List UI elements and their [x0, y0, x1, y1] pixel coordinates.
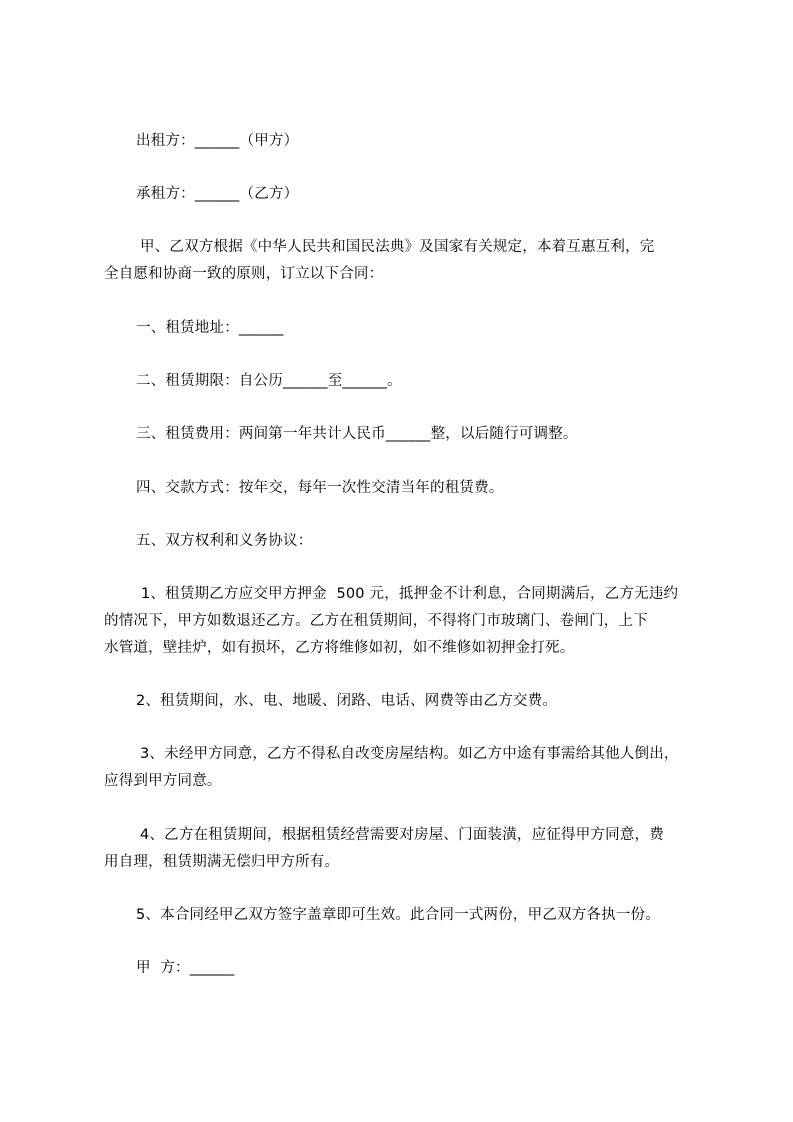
intro-line-1: 甲、乙双方根据《中华人民共和国民法典》及国家有关规定，本着互惠互利，完: [140, 239, 655, 255]
clause-2: 二、租赁期限：自公历______至______。: [136, 373, 402, 389]
item-3-line-2: 应得到甲方同意。: [104, 773, 222, 789]
clause-5: 五、双方权利和义务协议：: [136, 533, 313, 549]
clause-3: 三、租赁费用：两间第一年共计人民币______整，以后随行可调整。: [136, 426, 578, 442]
clause-1: 一、租赁地址：______: [136, 320, 284, 336]
item-2: 2、租赁期间，水、电、地暖、闭路、电话、网费等由乙方交费。: [136, 693, 558, 709]
item-4-line-2: 用自理，租赁期满无偿归甲方所有。: [104, 854, 340, 870]
item-1-line-2: 的情况下，甲方如数退还乙方。乙方在租赁期间，不得将门市玻璃门、卷闸门，上下: [104, 613, 648, 629]
clause-4: 四、交款方式：按年交，每年一次性交清当年的租赁费。: [136, 480, 504, 496]
item-1-line-3: 水管道，壁挂炉，如有损坏，乙方将维修如初，如不维修如初押金打死。: [104, 640, 575, 656]
item-1-line-1: 1、租赁期乙方应交甲方押金 500 元，抵押金不计利息，合同期满后，乙方无违约: [141, 586, 679, 602]
lessee-line: 承租方：______（乙方）: [136, 186, 299, 202]
intro-line-2: 全自愿和协商一致的原则，订立以下合同：: [104, 266, 384, 282]
item-4-line-1: 4、乙方在租赁期间，根据租赁经营需要对房屋、门面装潢，应征得甲方同意，费: [140, 827, 664, 843]
party-a-signature-line: 甲 方：______: [136, 960, 235, 976]
lessor-line: 出租方：______（甲方）: [136, 133, 299, 149]
item-5: 5、本合同经甲乙双方签字盖章即可生效。此合同一式两份，甲乙双方各执一份。: [136, 907, 660, 923]
item-3-line-1: 3、未经甲方同意，乙方不得私自改变房屋结构。如乙方中途有事需给其他人倒出，: [140, 746, 679, 762]
